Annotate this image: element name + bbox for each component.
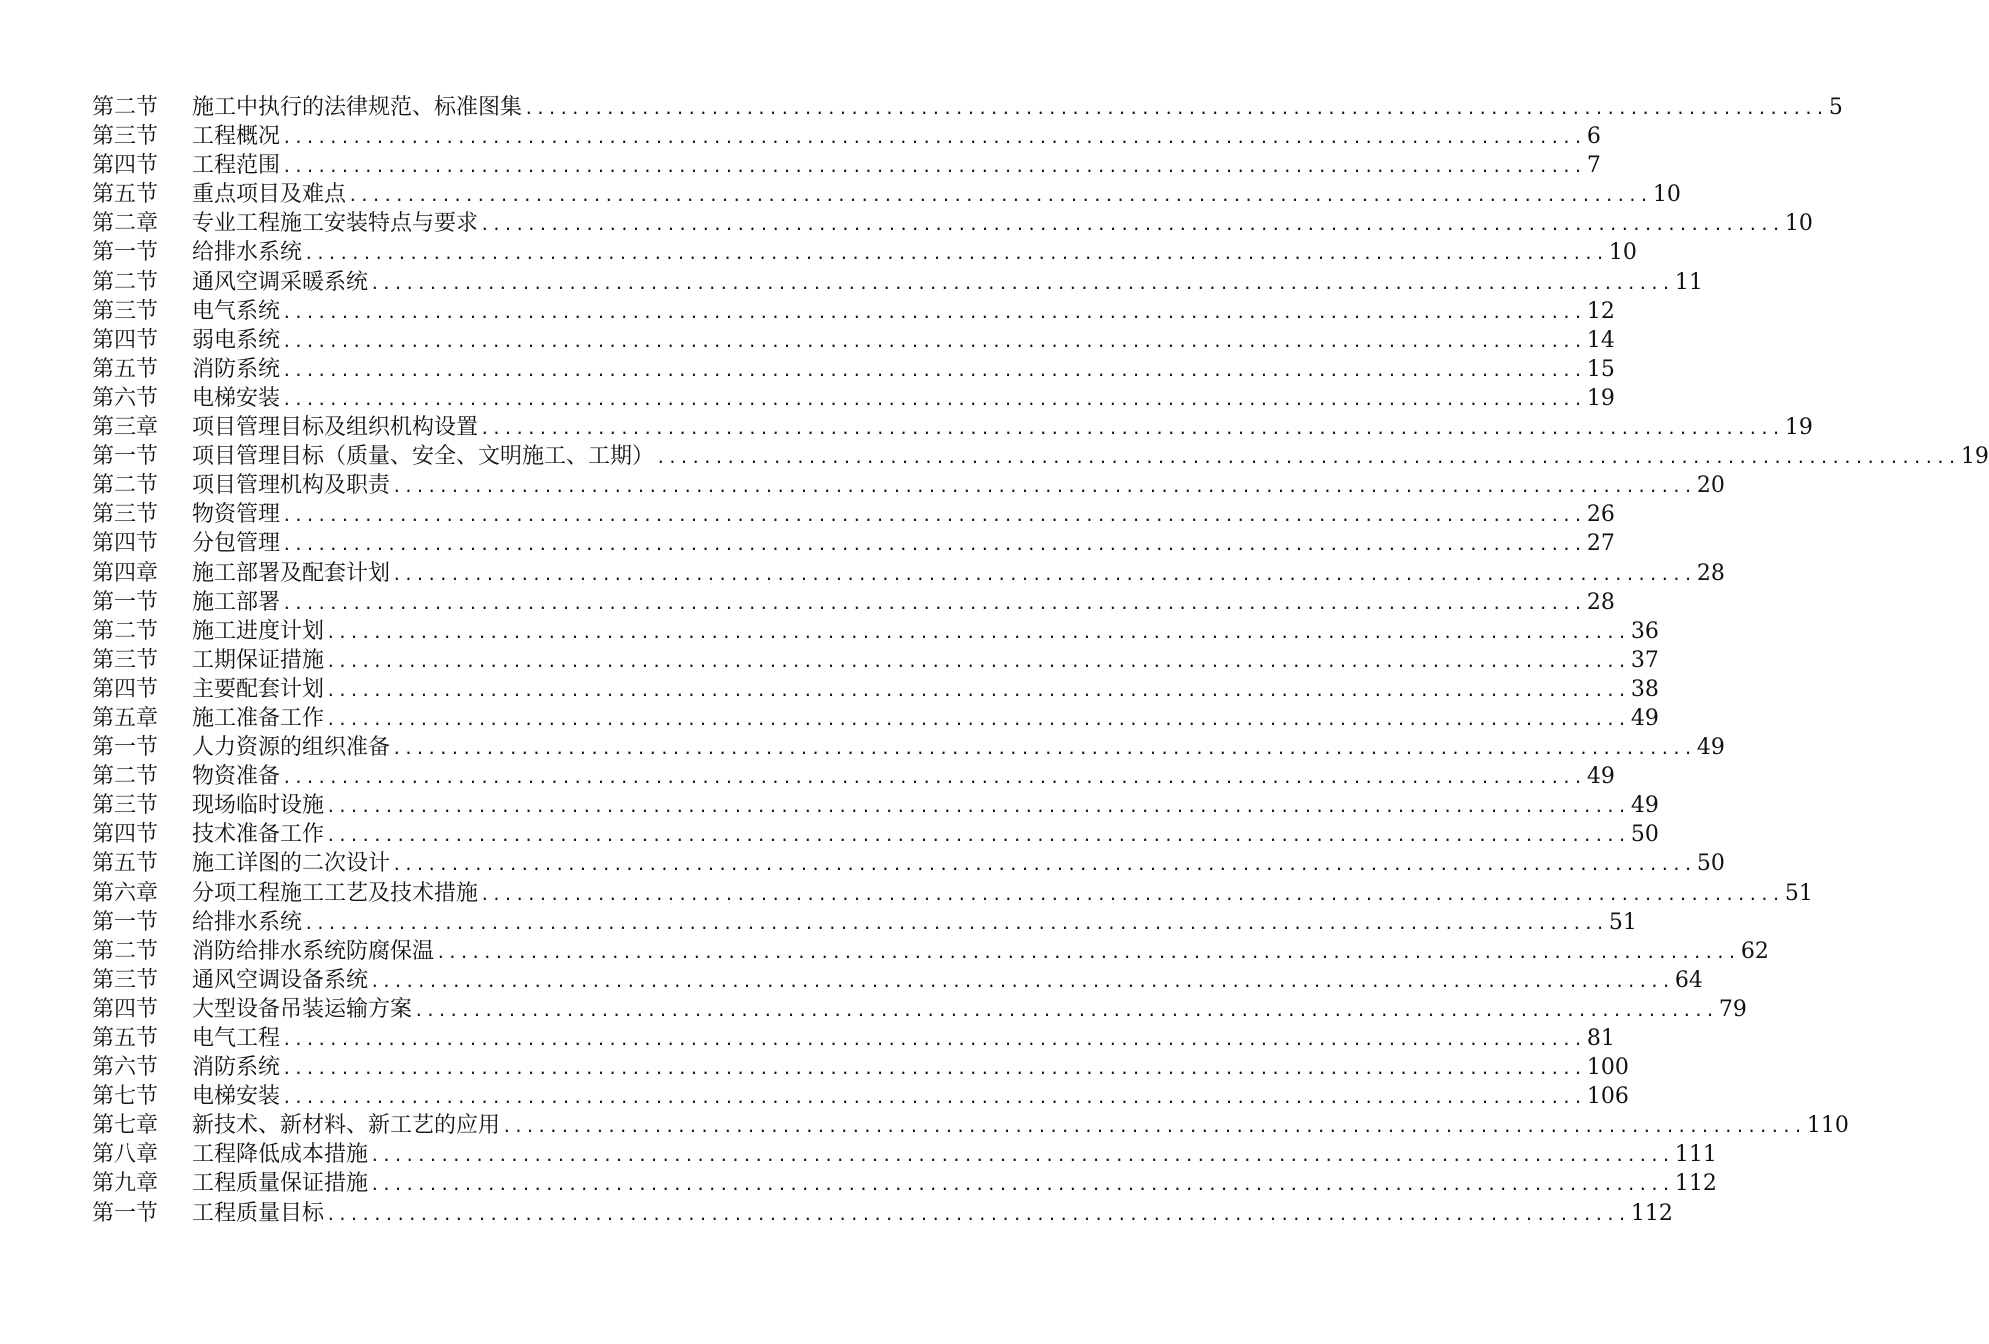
toc-dot-leader: ................................................................................................................ [524,99,1827,118]
toc-dot-leader: ................................................................................................................ [326,1204,1629,1224]
toc-entry-title: 施工中执行的法律规范、标准图集 [192,95,523,120]
toc-entry-title: 新技术、新材料、新工艺的应用 [192,1113,501,1139]
toc-entry-title: 工期保证措施 [192,647,325,673]
toc-entry-page: 28 [1696,560,1725,586]
toc-entry-title: 分项工程施工工艺及技术措施 [192,880,479,906]
toc-entry[interactable] [92,820,1659,849]
toc-entry-label: 第三节 [92,124,159,150]
toc-entry-page: 28 [1586,589,1615,615]
toc-entry[interactable] [92,675,1659,704]
toc-entry[interactable] [92,937,1769,966]
toc-entry-label: 第三节 [92,793,159,819]
toc-entry[interactable] [92,646,1659,675]
toc-entry-title: 专业工程施工安装特点与要求 [192,211,479,237]
toc-entry[interactable] [92,297,1615,326]
toc-entry-page: 19 [1586,385,1615,411]
toc-dot-leader: ................................................................................................................ [480,419,1783,439]
toc-entry-title: 弱电系统 [192,327,281,353]
toc-dot-leader: ................................................................................................................ [392,739,1695,759]
toc-entry[interactable] [92,413,1813,442]
toc-entry-title: 通风空调设备系统 [192,967,369,993]
toc-entry[interactable] [92,442,1989,471]
toc-entry[interactable] [92,471,1725,500]
toc-entry-title: 工程质量保证措施 [192,1171,369,1197]
toc-entry[interactable] [92,151,1601,180]
toc-entry-page: 50 [1630,822,1659,848]
toc-entry[interactable] [92,209,1813,238]
toc-entry-title: 消防系统 [192,1055,281,1081]
toc-dot-leader: ................................................................................................................ [282,506,1585,526]
toc-entry-label: 第二节 [92,618,159,644]
toc-entry-label: 第一节 [92,240,159,266]
toc-entry-title: 重点项目及难点 [192,182,347,208]
toc-dot-leader: ................................................................................................................ [282,1030,1585,1049]
toc-entry[interactable] [92,1111,1849,1140]
toc-dot-leader: ................................................................................................................ [392,477,1695,497]
toc-entry-page: 51 [1608,909,1637,935]
toc-entry[interactable] [92,588,1615,617]
toc-entry-page: 64 [1674,967,1703,993]
toc-entry-label: 第一节 [92,735,159,761]
toc-entry-label: 第二节 [92,764,159,790]
toc-dot-leader: ................................................................................................................ [370,273,1673,293]
toc-entry-title: 现场临时设施 [192,793,325,819]
toc-entry-title: 给排水系统 [192,240,303,266]
toc-entry[interactable] [92,704,1659,733]
toc-entry-page: 50 [1696,851,1725,877]
toc-entry-title: 电气系统 [192,298,281,324]
toc-entry-label: 第二节 [92,269,159,295]
toc-entry-page: 15 [1586,356,1615,382]
toc-entry-label: 第三节 [92,967,159,993]
toc-entry-title: 工程降低成本措施 [192,1142,369,1168]
toc-dot-leader: ................................................................................................................ [370,1175,1673,1195]
toc-dot-leader: ................................................................................................................ [502,1117,1805,1137]
toc-entry-label: 第三节 [92,502,159,528]
toc-entry[interactable] [92,849,1725,878]
toc-dot-leader: ................................................................................................................ [326,797,1629,817]
toc-dot-leader: ................................................................................................................ [326,622,1629,642]
toc-entry[interactable] [92,238,1637,267]
toc-entry[interactable] [92,908,1637,937]
toc-entry-label: 第一节 [92,1200,159,1226]
toc-entry-title: 项目管理目标及组织机构设置 [192,415,479,441]
toc-entry-page: 5 [1828,95,1843,120]
toc-dot-leader: ................................................................................................................ [282,302,1585,322]
toc-entry-title: 物资管理 [192,502,281,528]
toc-dot-leader: ................................................................................................................ [656,448,1959,468]
toc-entry-page: 6 [1586,124,1601,150]
toc-entry-title: 消防系统 [192,356,281,382]
toc-entry-label: 第五节 [92,182,159,208]
toc-entry[interactable] [92,93,1843,122]
toc-entry-page: 79 [1718,996,1747,1022]
toc-entry-page: 49 [1630,793,1659,819]
toc-dot-leader: ................................................................................................................ [304,244,1607,264]
toc-dot-leader: ................................................................................................................ [392,564,1695,584]
toc-dot-leader: ................................................................................................................ [282,128,1585,148]
toc-dot-leader: ................................................................................................................ [326,680,1629,700]
toc-entry-page: 49 [1586,764,1615,790]
toc-dot-leader: ................................................................................................................ [326,709,1629,729]
toc-dot-leader: ................................................................................................................ [282,331,1585,351]
toc-dot-leader: ................................................................................................................ [414,1000,1717,1020]
toc-entry-title: 施工部署 [192,589,281,615]
toc-entry[interactable] [92,617,1659,646]
toc-entry-title: 给排水系统 [192,909,303,935]
toc-entry-title: 通风空调采暖系统 [192,269,369,295]
toc-entry-page: 106 [1586,1084,1629,1110]
toc-entry-title: 电梯安装 [192,385,281,411]
toc-entry-page: 81 [1586,1026,1615,1051]
toc-entry-label: 第五章 [92,705,159,731]
toc-entry[interactable] [92,1140,1717,1169]
toc-entry-title: 施工部署及配套计划 [192,560,391,586]
toc-dot-leader: ................................................................................................................ [480,884,1783,904]
toc-entry-label: 第四节 [92,327,159,353]
toc-entry-label: 第四节 [92,676,159,702]
toc-entry-title: 施工进度计划 [192,618,325,644]
toc-entry-page: 10 [1608,240,1637,266]
toc-dot-leader: ................................................................................................................ [282,593,1585,613]
toc-entry[interactable] [92,122,1601,151]
toc-entry[interactable] [92,762,1615,791]
toc-entry-label: 第二节 [92,473,159,499]
toc-entry-page: 26 [1586,502,1615,528]
toc-entry-title: 项目管理目标（质量、安全、文明施工、工期） [192,444,655,470]
toc-entry-title: 施工详图的二次设计 [192,851,391,877]
toc-entry[interactable] [92,1053,1629,1082]
toc-entry-label: 第六节 [92,1055,159,1081]
toc-entry-page: 12 [1586,298,1615,324]
table-of-contents [92,93,1989,1228]
toc-dot-leader: ................................................................................................................ [282,535,1585,555]
toc-entry[interactable] [92,1082,1629,1111]
toc-dot-leader: ................................................................................................................ [282,157,1585,177]
toc-entry-page: 112 [1674,1171,1717,1197]
toc-entry[interactable] [92,1024,1615,1053]
toc-entry-page: 10 [1784,211,1813,237]
toc-entry-label: 第四节 [92,996,159,1022]
toc-entry-title: 物资准备 [192,764,281,790]
toc-entry-label: 第四节 [92,531,159,557]
toc-entry-label: 第五节 [92,356,159,382]
toc-entry[interactable] [92,1169,1717,1198]
toc-entry-title: 工程概况 [192,124,281,150]
toc-entry-label: 第一节 [92,909,159,935]
toc-entry[interactable] [92,1199,1673,1228]
toc-entry-page: 62 [1740,938,1769,964]
toc-entry-page: 19 [1784,415,1813,441]
toc-entry-label: 第四节 [92,822,159,848]
toc-entry-page: 112 [1630,1200,1673,1226]
toc-dot-leader: ................................................................................................................ [282,389,1585,409]
toc-entry[interactable] [92,384,1615,413]
toc-dot-leader: ................................................................................................................ [304,913,1607,933]
toc-entry-title: 主要配套计划 [192,676,325,702]
toc-dot-leader: ................................................................................................................ [370,1146,1673,1166]
toc-entry[interactable] [92,733,1725,762]
toc-entry-page: 111 [1674,1142,1717,1168]
toc-entry[interactable] [92,966,1703,995]
toc-entry-label: 第四节 [92,153,159,179]
toc-entry-page: 20 [1696,473,1725,499]
toc-dot-leader: ................................................................................................................ [370,971,1673,991]
toc-entry-page: 100 [1586,1055,1629,1081]
toc-entry-title: 分包管理 [192,531,281,557]
toc-entry-title: 施工准备工作 [192,705,325,731]
toc-entry-page: 49 [1696,735,1725,761]
toc-entry-title: 消防给排水系统防腐保温 [192,938,435,964]
toc-entry-label: 第三节 [92,647,159,673]
toc-entry[interactable] [92,326,1615,355]
toc-dot-leader: ................................................................................................................ [480,215,1783,235]
toc-dot-leader: ................................................................................................................ [282,1088,1585,1108]
toc-entry-label: 第七章 [92,1113,159,1139]
toc-entry-label: 第三节 [92,298,159,324]
toc-dot-leader: ................................................................................................................ [326,826,1629,846]
toc-entry-page: 11 [1674,269,1703,295]
toc-entry-label: 第三章 [92,415,159,441]
toc-entry[interactable] [92,995,1747,1024]
toc-entry-label: 第五节 [92,1026,159,1051]
toc-entry-label: 第六章 [92,880,159,906]
toc-entry-title: 技术准备工作 [192,822,325,848]
toc-dot-leader: ................................................................................................................ [282,768,1585,788]
toc-entry-title: 电气工程 [192,1026,281,1051]
toc-entry-title: 大型设备吊装运输方案 [192,996,413,1022]
toc-entry-page: 36 [1630,618,1659,644]
toc-entry-page: 37 [1630,647,1659,673]
toc-entry-label: 第二节 [92,95,159,120]
toc-dot-leader: ................................................................................................................ [392,855,1695,875]
toc-entry-label: 第八章 [92,1142,159,1168]
toc-entry-page: 14 [1586,327,1615,353]
toc-dot-leader: ................................................................................................................ [282,1059,1585,1079]
toc-entry-title: 人力资源的组织准备 [192,735,391,761]
toc-entry-label: 第二章 [92,211,159,237]
toc-entry-title: 项目管理机构及职责 [192,473,391,499]
toc-entry-label: 第四章 [92,560,159,586]
toc-entry-page: 49 [1630,705,1659,731]
toc-entry[interactable] [92,879,1813,908]
toc-entry-label: 第七节 [92,1084,159,1110]
toc-entry[interactable] [92,180,1681,209]
toc-entry-title: 工程范围 [192,153,281,179]
toc-dot-leader: ................................................................................................................ [282,360,1585,380]
toc-entry-page: 19 [1960,444,1989,470]
toc-dot-leader: ................................................................................................................ [436,942,1739,962]
toc-entry-label: 第六节 [92,385,159,411]
toc-entry-page: 10 [1652,182,1681,208]
toc-entry-label: 第五节 [92,851,159,877]
toc-entry[interactable] [92,500,1615,529]
toc-entry-page: 27 [1586,531,1615,557]
toc-entry-label: 第一节 [92,589,159,615]
toc-entry-label: 第一节 [92,444,159,470]
toc-entry-label: 第二节 [92,938,159,964]
toc-dot-leader: ................................................................................................................ [326,651,1629,671]
toc-entry-title: 电梯安装 [192,1084,281,1110]
toc-entry-page: 7 [1586,153,1601,179]
toc-entry[interactable] [92,791,1659,820]
toc-entry[interactable] [92,559,1725,588]
toc-entry[interactable] [92,268,1703,297]
toc-entry-page: 110 [1806,1113,1849,1139]
toc-entry-title: 工程质量目标 [192,1200,325,1226]
toc-entry[interactable] [92,355,1615,384]
toc-entry-page: 38 [1630,676,1659,702]
toc-entry-page: 51 [1784,880,1813,906]
toc-entry-label: 第九章 [92,1171,159,1197]
toc-entry[interactable] [92,529,1615,558]
toc-dot-leader: ................................................................................................................ [348,186,1651,206]
